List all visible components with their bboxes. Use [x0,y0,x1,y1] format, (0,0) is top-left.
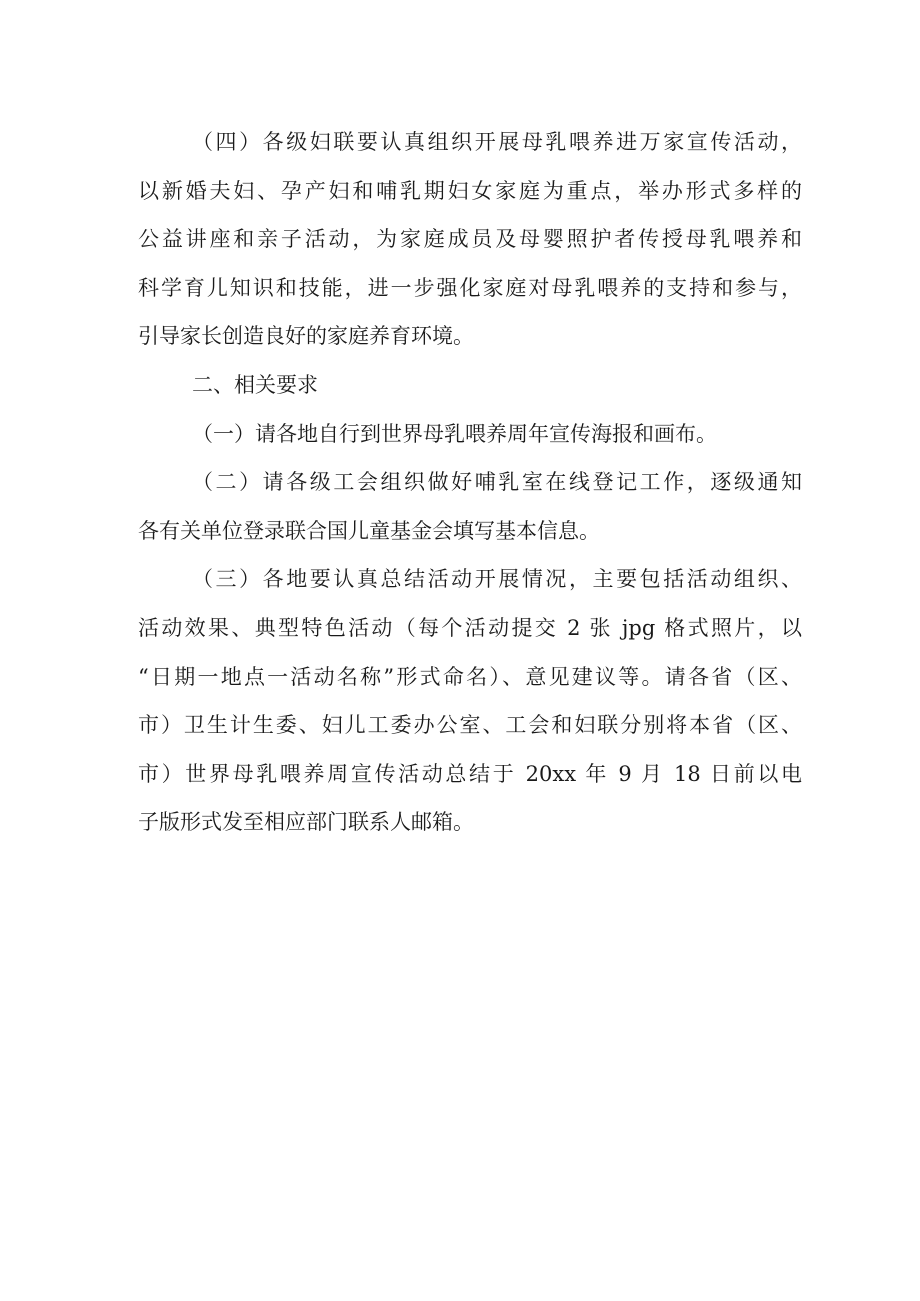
paragraph-line: 市）卫生计生委、妇儿工委办公室、工会和妇联分别将本省（区、 [138,713,802,738]
section-heading-requirements [138,361,802,410]
paragraph-line: 科学育儿知识和技能，进一步强化家庭对母乳喂养的支持和参与， [138,275,802,300]
requirement-three [138,555,802,847]
paragraph-line: 市）世界母乳喂养周宣传活动总结于 20xx 年 9 月 18 日前以电 [138,761,802,786]
paragraph-line: 以新婚夫妇、孕产妇和哺乳期妇女家庭为重点，举办形式多样的 [138,178,802,203]
paragraph-line: （二）请各级工会组织做好哺乳室在线登记工作，逐级通知 [192,470,802,495]
section-heading: 二、相关要求 [192,372,318,397]
paragraph-line: 活动效果、典型特色活动（每个活动提交 2 张 jpg 格式照片，以 [138,615,802,640]
paragraph-line: 公益讲座和亲子活动，为家庭成员及母婴照护者传授母乳喂养和 [138,227,802,252]
paragraph-line: 引导家长创造良好的家庭养育环境。 [138,324,474,349]
paragraph-line: “日期一地点一活动名称”形式命名）、意见建议等。请各省（区、 [138,664,802,689]
requirement-one [138,410,802,459]
document-body [138,118,802,847]
requirement-two [138,458,802,555]
paragraph-four [138,118,802,361]
paragraph-line: 各有关单位登录联合国儿童基金会填写基本信息。 [138,518,600,543]
paragraph-line: （一）请各地自行到世界母乳喂养周年宣传海报和画布。 [192,421,717,446]
paragraph-line: （三）各地要认真总结活动开展情况，主要包括活动组织、 [192,567,802,592]
paragraph-line: 子版形式发至相应部门联系人邮箱。 [138,810,474,835]
paragraph-line: （四）各级妇联要认真组织开展母乳喂养进万家宣传活动， [192,130,802,154]
